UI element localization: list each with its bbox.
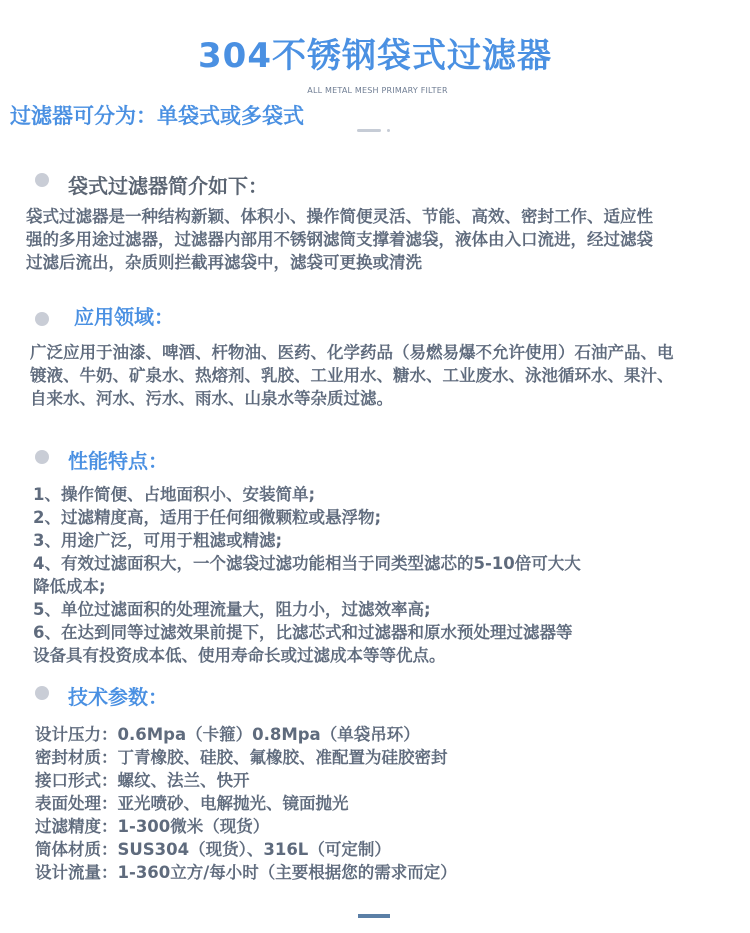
page-title: 304不锈钢袋式过滤器 xyxy=(198,36,552,76)
features-line: 2、过滤精度高，适用于任何细微颗粒或悬浮物; xyxy=(33,508,382,527)
classification-heading: 过滤器可分为：单袋式或多袋式 xyxy=(10,104,304,128)
features-line: 设备具有投资成本低、使用寿命长或过滤成本等等优点。 xyxy=(33,646,446,665)
specs-line: 设计流量：1-360立方/每小时（主要根据您的需求而定） xyxy=(35,863,457,882)
bullet-icon xyxy=(35,450,49,464)
intro-line: 袋式过滤器是一种结构新颖、体积小、操作简便灵活、节能、高效、密封工作、适应性 xyxy=(26,207,653,226)
features-line: 5、单位过滤面积的处理流量大，阻力小，过滤效率高; xyxy=(33,600,431,619)
bullet-icon xyxy=(35,686,49,700)
features-line: 4、有效过滤面积大，一个滤袋过滤功能相当于同类型滤芯的5-10倍可大大 xyxy=(33,554,581,573)
specs-line: 密封材质：丁青橡胶、硅胶、氟橡胶、准配置为硅胶密封 xyxy=(35,748,448,767)
specs-line: 筒体材质：SUS304（现货）、316L（可定制） xyxy=(35,840,391,859)
specs-line: 过滤精度：1-300微米（现货） xyxy=(35,817,270,836)
page-subtitle: ALL METAL MESH PRIMARY FILTER xyxy=(307,86,448,95)
intro-heading: 袋式过滤器简介如下： xyxy=(68,174,268,198)
intro-line: 过滤后流出，杂质则拦截再滤袋中，滤袋可更换或清洗 xyxy=(26,253,422,272)
bottom-divider xyxy=(358,914,390,918)
divider-dash xyxy=(357,129,381,132)
features-text xyxy=(33,483,581,667)
specs-line: 设计压力：0.6Mpa（卡箍）0.8Mpa（单袋吊环） xyxy=(35,725,420,744)
application-heading: 应用领域： xyxy=(74,305,174,329)
application-line: 镀液、牛奶、矿泉水、热熔剂、乳胶、工业用水、糖水、工业废水、泳池循环水、果汁、 xyxy=(30,366,674,385)
specs-line: 表面处理：亚光喷砂、电解抛光、镜面抛光 xyxy=(35,794,349,813)
intro-line: 强的多用途过滤器，过滤器内部用不锈钢滤筒支撑着滤袋，液体由入口流进，经过滤袋 xyxy=(26,230,653,249)
bullet-icon xyxy=(35,173,49,187)
specs-heading: 技术参数： xyxy=(68,685,168,709)
application-line: 广泛应用于油漆、啤酒、杆物油、医药、化学药品（易燃易爆不允许使用）石油产品、电 xyxy=(30,343,674,362)
application-text xyxy=(30,341,674,410)
features-heading: 性能特点： xyxy=(68,449,168,473)
features-line: 6、在达到同等过滤效果前提下，比滤芯式和过滤器和原水预处理过滤器等 xyxy=(33,623,573,642)
features-line: 3、用途广泛，可用于粗滤或精滤; xyxy=(33,531,283,550)
specs-line: 接口形式：螺纹、法兰、快开 xyxy=(35,771,250,790)
features-line: 1、操作简便、占地面积小、安装简单; xyxy=(33,485,316,504)
features-line: 降低成本; xyxy=(33,577,106,596)
application-line: 自来水、河水、污水、雨水、山泉水等杂质过滤。 xyxy=(30,389,393,408)
divider-dot xyxy=(387,129,390,132)
intro-text xyxy=(26,205,653,274)
bullet-icon xyxy=(35,312,49,326)
specs-text xyxy=(35,723,457,884)
